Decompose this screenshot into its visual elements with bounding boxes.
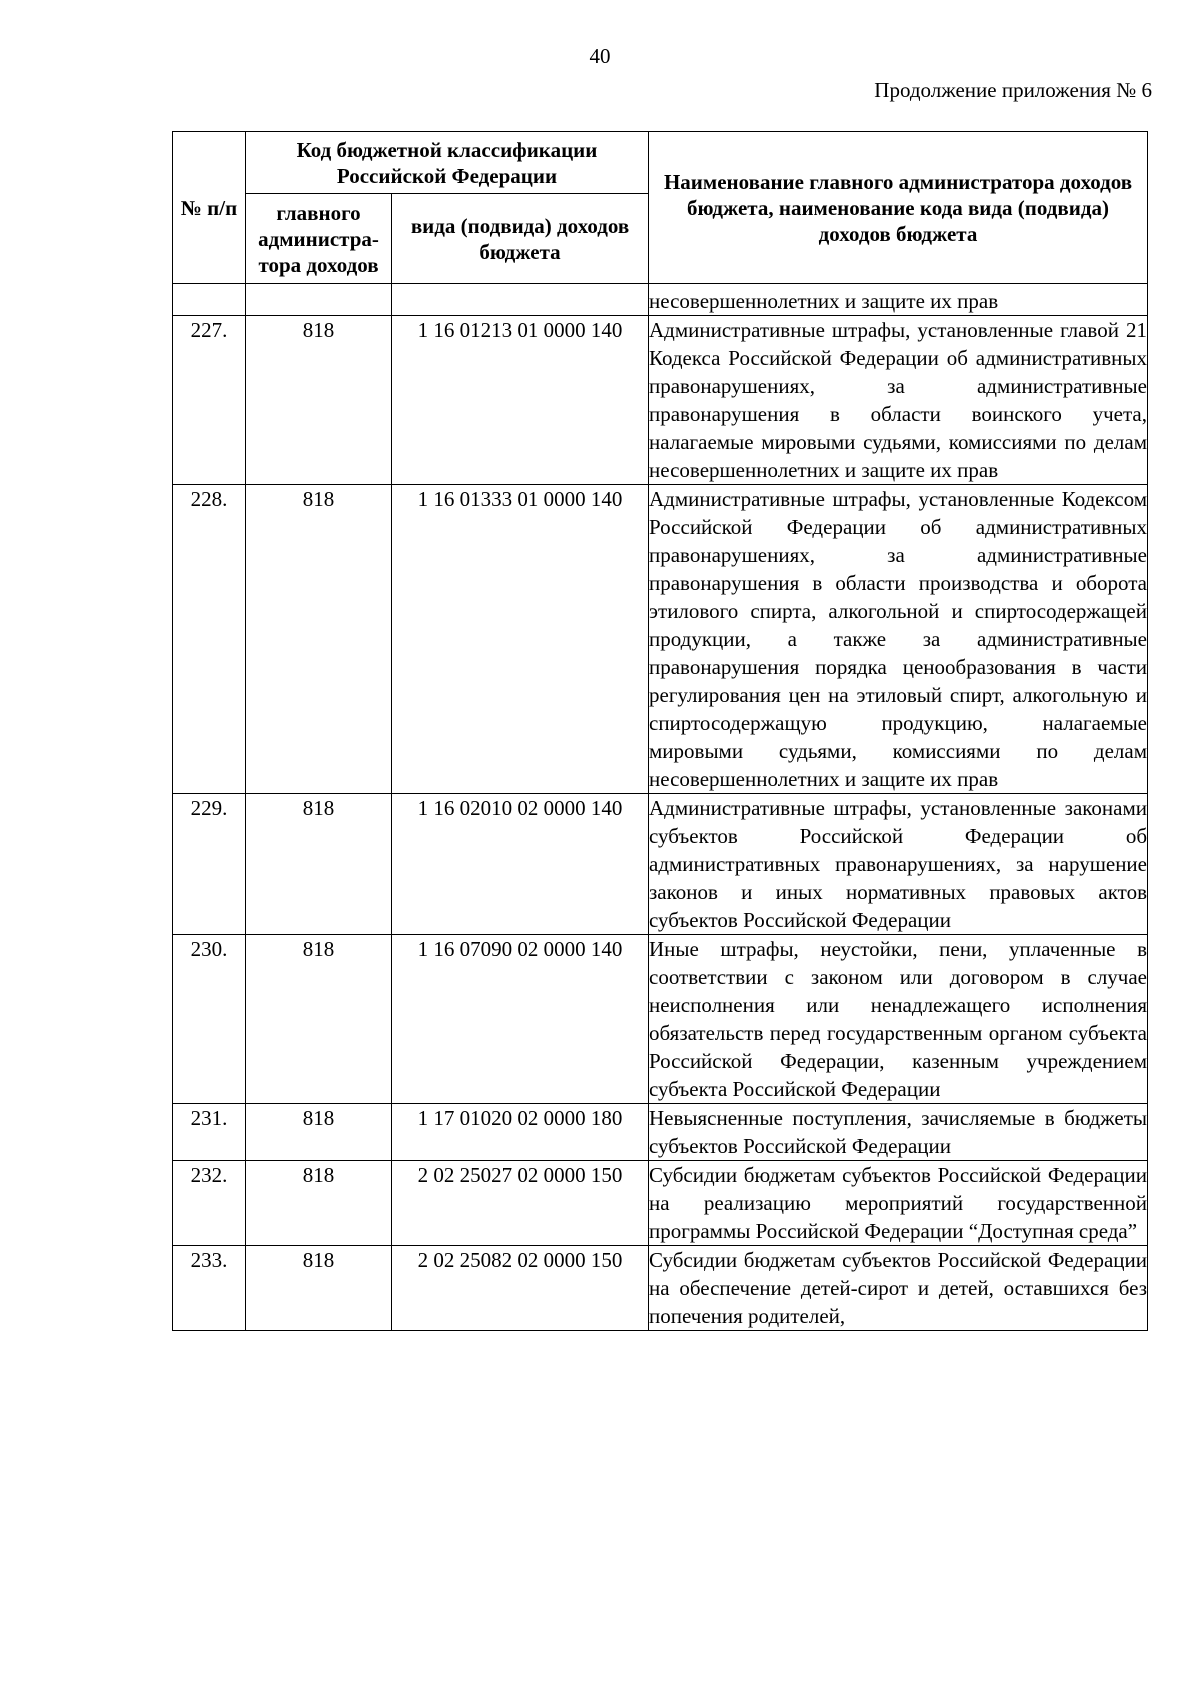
- row-admin-code: 818: [246, 485, 392, 794]
- page-number: 40: [589, 44, 611, 68]
- row-admin-code: [246, 284, 392, 316]
- row-kind-code: 1 16 01213 01 0000 140: [392, 316, 649, 485]
- table-row: [173, 316, 1148, 485]
- table-row: [173, 1104, 1148, 1161]
- row-number: 232.: [173, 1161, 246, 1246]
- appendix-continuation-label: Продолжение приложения № 6: [874, 78, 1152, 102]
- row-kind-code: [392, 284, 649, 316]
- row-name: Иные штрафы, неустойки, пени, уплаченные в соответствии с законом или договором в случае неисполнения или ненадлежащего исполнения обязательств перед государственным органом субъекта Российской Федерации, казенным учреждением субъекта Российской Федерации: [649, 935, 1148, 1104]
- row-admin-code: 818: [246, 316, 392, 485]
- row-kind-code: 1 16 01333 01 0000 140: [392, 485, 649, 794]
- row-kind-code: 2 02 25027 02 0000 150: [392, 1161, 649, 1246]
- header-code-group: Код бюджетной классификации Российской Федерации: [246, 132, 649, 194]
- row-kind-code: 1 16 07090 02 0000 140: [392, 935, 649, 1104]
- row-number: 229.: [173, 794, 246, 935]
- row-name: Административные штрафы, установленные главой 21 Кодекса Российской Федерации об административных правонарушениях, за административные правонарушения в области воинского учета, налагаемые мировыми судьями, комиссиями по делам несовершеннолетних и защите их прав: [649, 316, 1148, 485]
- table-row: [173, 485, 1148, 794]
- header-number: № п/п: [173, 132, 246, 284]
- header-admin-code: главного администра-тора доходов: [246, 194, 392, 284]
- table-row-continuation: [173, 284, 1148, 316]
- row-number: 227.: [173, 316, 246, 485]
- table-row: [173, 1161, 1148, 1246]
- row-name: Невыясненные поступления, зачисляемые в бюджеты субъектов Российской Федерации: [649, 1104, 1148, 1161]
- row-admin-code: 818: [246, 1104, 392, 1161]
- row-number: 231.: [173, 1104, 246, 1161]
- row-kind-code: 1 16 02010 02 0000 140: [392, 794, 649, 935]
- row-name: Административные штрафы, установленные Кодексом Российской Федерации об административных правонарушениях, за административные правонарушения в области производства и оборота этилового спирта, алкогольной и спиртосодержащей продукции, а также за административные правонарушения порядка ценообразования в части регулирования цен на этиловый спирт, алкогольную и спиртосодержащую продукцию, налагаемые мировыми судьями, комиссиями по делам несовершеннолетних и защите их прав: [649, 485, 1148, 794]
- table-body: [173, 284, 1148, 1331]
- table-row: [173, 1246, 1148, 1331]
- row-name: Субсидии бюджетам субъектов Российской Федерации на реализацию мероприятий государственной программы Российской Федерации “Доступная среда”: [649, 1161, 1148, 1246]
- row-number: 230.: [173, 935, 246, 1104]
- budget-classification-table: [172, 131, 1148, 1331]
- row-number: [173, 284, 246, 316]
- row-number: 228.: [173, 485, 246, 794]
- table-header: [173, 132, 1148, 284]
- row-number: 233.: [173, 1246, 246, 1331]
- row-admin-code: 818: [246, 794, 392, 935]
- table-row: [173, 935, 1148, 1104]
- row-admin-code: 818: [246, 1246, 392, 1331]
- row-name: Субсидии бюджетам субъектов Российской Федерации на обеспечение детей-сирот и детей, оставшихся без попечения родителей,: [649, 1246, 1148, 1331]
- row-admin-code: 818: [246, 935, 392, 1104]
- row-name: Административные штрафы, установленные законами субъектов Российской Федерации об административных правонарушениях, за нарушение законов и иных нормативных правовых актов субъектов Российской Федерации: [649, 794, 1148, 935]
- table-row: [173, 794, 1148, 935]
- row-admin-code: 818: [246, 1161, 392, 1246]
- row-kind-code: 1 17 01020 02 0000 180: [392, 1104, 649, 1161]
- row-kind-code: 2 02 25082 02 0000 150: [392, 1246, 649, 1331]
- row-name: несовершеннолетних и защите их прав: [649, 284, 1148, 316]
- header-name: Наименование главного администратора доходов бюджета, наименование кода вида (подвида) доходов бюджета: [649, 132, 1148, 284]
- header-kind-code: вида (подвида) доходов бюджета: [392, 194, 649, 284]
